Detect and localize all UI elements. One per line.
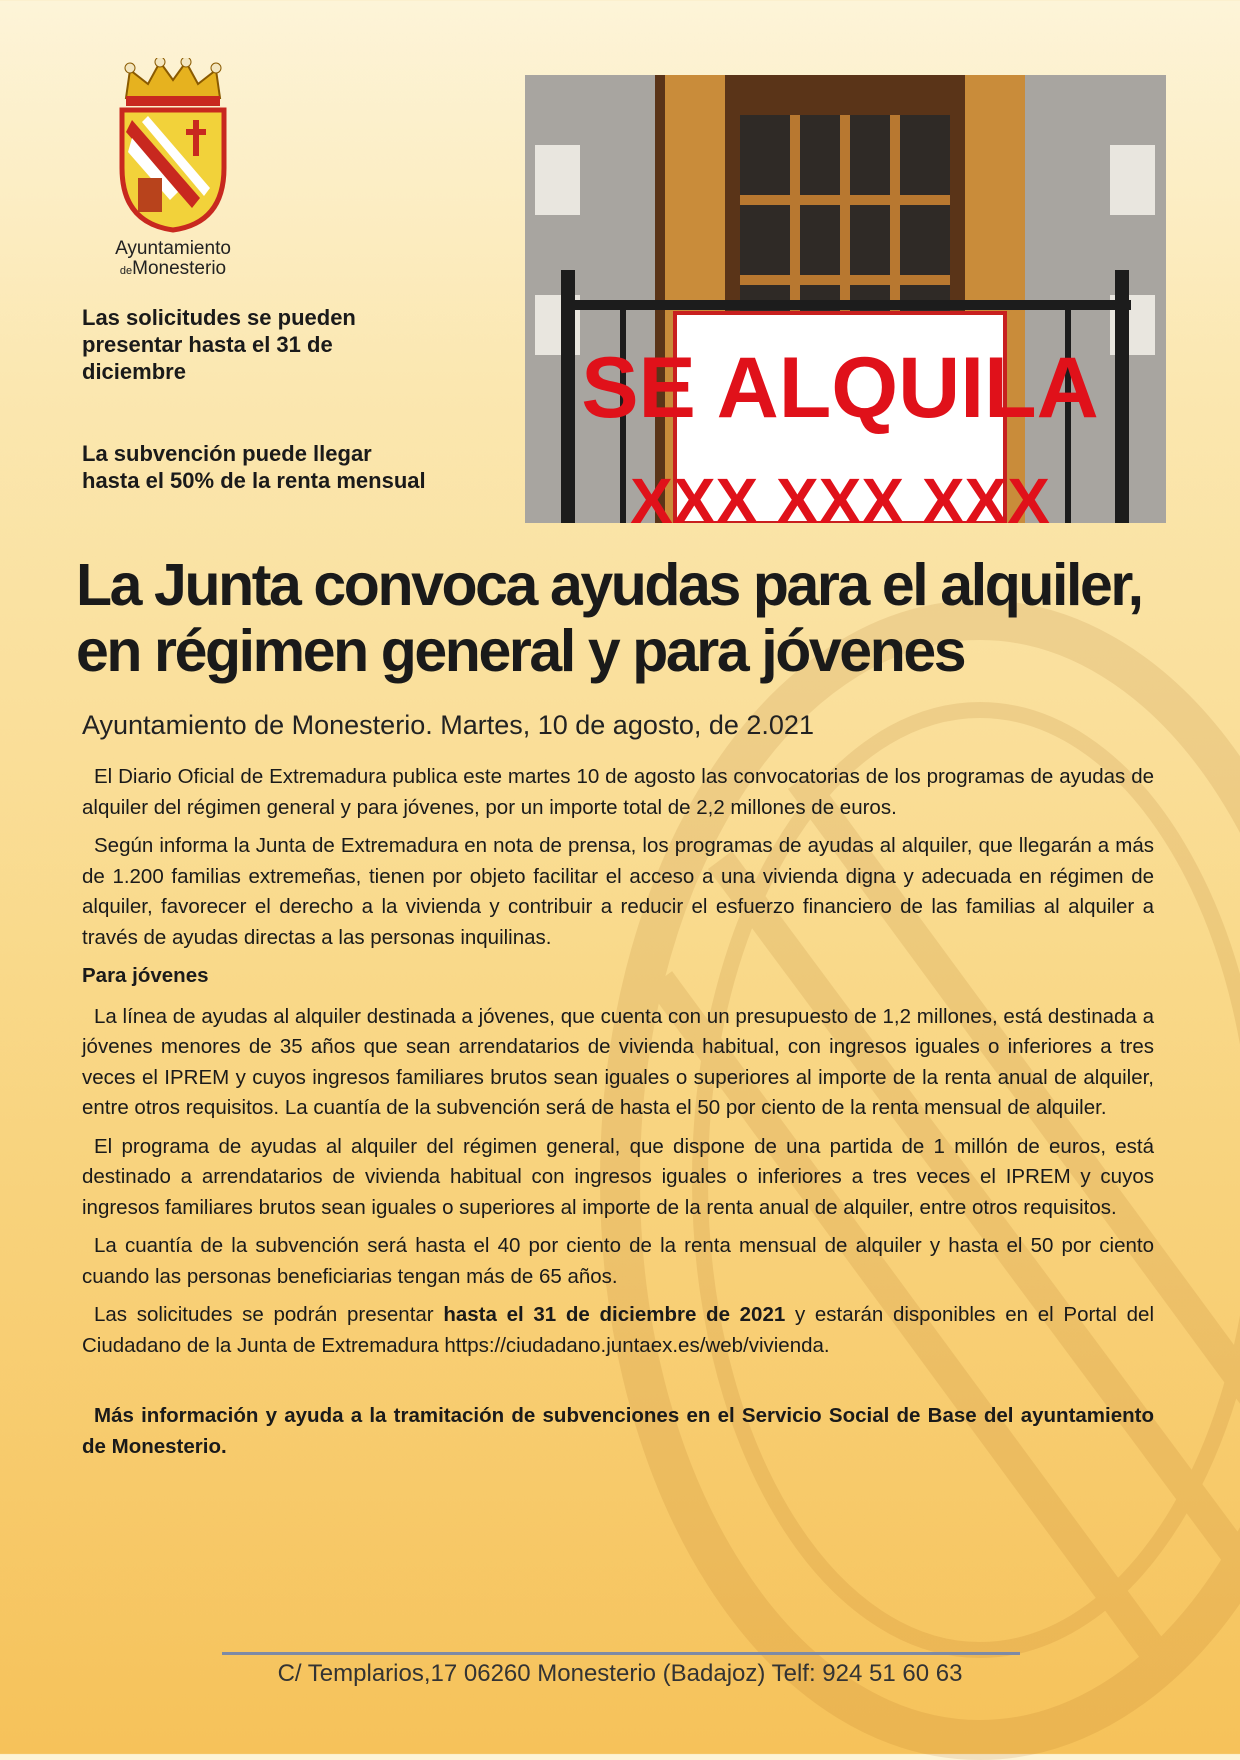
- subheading-para-jovenes: Para jóvenes: [82, 964, 209, 987]
- dateline: Ayuntamiento de Monesterio. Martes, 10 de agosto, de 2.021: [82, 710, 814, 740]
- more-info-note: Más información y ayuda a la tramitación de subvenciones en el Servicio Social de Base del ayuntamiento de Monesterio.: [82, 1404, 1154, 1458]
- sign-line2: XXX XXX XXX: [630, 465, 1050, 523]
- coat-of-arms-icon: [108, 58, 238, 233]
- paragraph-3: La línea de ayudas al alquiler destinada a jóvenes, que cuenta con un presupuesto de 1,2 millones, está destinada a jóvenes menores de 35 años que sean arrendatarios de vivienda habitual, con ingresos iguales o inferiores a tres veces el IPREM y cuyos ingresos familiares brutos sean iguales o superiores al importe de la renta anual de alquiler, entre otros requisitos. La cuantía de la subvención será de hasta el 50 por ciento de la renta mensual de alquiler.: [82, 1004, 1154, 1119]
- rental-sign-photo: [525, 75, 1166, 523]
- paragraph-2: Según informa la Junta de Extremadura en nota de prensa, los programas de ayudas al alquiler, que llegarán a más de 1.200 familias extremeñas, tienen por objeto facilitar el acceso a una vivienda digna y adecuada en régimen de alquiler, favorecer el derecho a la vivienda y contribuir a reducir el esfuerzo financiero de las familias al alquiler a través de ayudas directas a las personas inquilinas.: [82, 834, 1154, 949]
- paragraph-6-start: Las solicitudes se podrán presentar: [94, 1303, 444, 1326]
- paragraph-5: La cuantía de la subvención será hasta el 40 por ciento de la renta mensual de alquiler y hasta el 50 por ciento cuando las personas beneficiarias tengan más de 65 años.: [82, 1234, 1154, 1288]
- article-body: [82, 762, 1154, 1470]
- logo-name-line2: Monesterio: [132, 258, 227, 279]
- paragraph-6: [82, 1300, 1154, 1361]
- logo-name-line1: Ayuntamiento: [115, 238, 231, 259]
- deadline-note: Las solicitudes se pueden presentar hasta el 31 de diciembre: [82, 305, 356, 384]
- footer-divider: [222, 1652, 1020, 1655]
- paragraph-4: El programa de ayudas al alquiler del régimen general, que dispone de una partida de 1 millón de euros, está destinado a arrendatarios de vivienda habitual con ingresos iguales o inferiores a tres veces el IPREM y cuyos ingresos familiares brutos sean iguales o superiores al importe de la renta anual de alquiler, entre otros requisitos.: [82, 1134, 1154, 1219]
- footer-address: C/ Templarios,17 06260 Monesterio (Badajoz) Telf: 924 51 60 63: [277, 1660, 963, 1687]
- municipal-logo: [98, 58, 248, 281]
- paragraph-6-end: y estarán disponibles en el Portal del Ciudadano de la Junta de Extremadura https://ciudadano.juntaex.es/web/vivienda.: [82, 1303, 1154, 1357]
- page-title: La Junta convoca ayudas para el alquiler, en régimen general y para jóvenes: [76, 552, 1142, 684]
- subsidy-note: La subvención puede llegar hasta el 50% de la renta mensual: [82, 441, 426, 493]
- paragraph-1: El Diario Oficial de Extremadura publica este martes 10 de agosto las convocatorias de los programas de ayudas de alquiler del régimen general y para jóvenes, por un importe total de 2,2 millones de euros.: [82, 765, 1154, 819]
- paragraph-6-deadline: hasta el 31 de diciembre de 2021: [443, 1303, 786, 1326]
- sign-line1: SE ALQUILA: [581, 340, 1099, 436]
- logo-name-de: de: [119, 265, 133, 277]
